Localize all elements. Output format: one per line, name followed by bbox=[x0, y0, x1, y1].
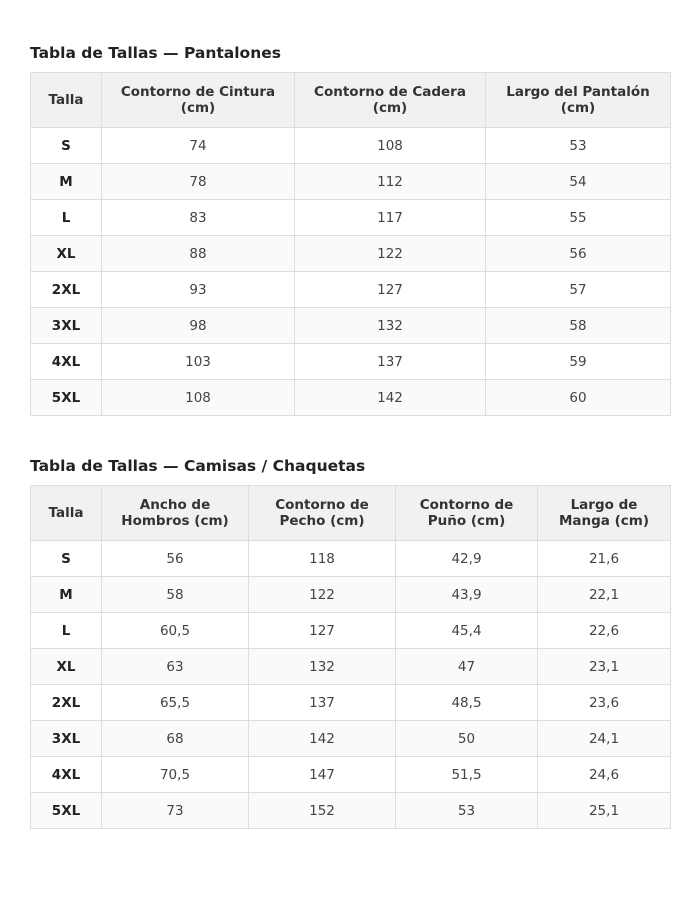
shoulder-value: 63 bbox=[102, 649, 249, 685]
shirts-header-row bbox=[31, 486, 671, 541]
length-value: 54 bbox=[486, 164, 671, 200]
size-label: M bbox=[31, 577, 102, 613]
sleeve-value: 24,1 bbox=[538, 721, 671, 757]
chest-value: 132 bbox=[249, 649, 396, 685]
chest-value: 127 bbox=[249, 613, 396, 649]
column-header: Contorno de Pecho (cm) bbox=[249, 486, 396, 541]
waist-value: 74 bbox=[102, 128, 295, 164]
chest-value: 152 bbox=[249, 793, 396, 829]
column-header: Ancho de Hombros (cm) bbox=[102, 486, 249, 541]
table-row bbox=[31, 308, 671, 344]
length-value: 55 bbox=[486, 200, 671, 236]
table-row bbox=[31, 380, 671, 416]
table-row bbox=[31, 757, 671, 793]
table-row bbox=[31, 200, 671, 236]
shirts-table-title: Tabla de Tallas — Camisas / Chaquetas bbox=[30, 457, 366, 475]
pants-size-table bbox=[30, 72, 671, 416]
sleeve-value: 22,1 bbox=[538, 577, 671, 613]
size-label: XL bbox=[31, 236, 102, 272]
hip-value: 142 bbox=[295, 380, 486, 416]
waist-value: 98 bbox=[102, 308, 295, 344]
waist-value: 93 bbox=[102, 272, 295, 308]
size-label: S bbox=[31, 541, 102, 577]
length-value: 56 bbox=[486, 236, 671, 272]
size-label: 3XL bbox=[31, 308, 102, 344]
waist-value: 78 bbox=[102, 164, 295, 200]
cuff-value: 51,5 bbox=[396, 757, 538, 793]
sleeve-value: 23,6 bbox=[538, 685, 671, 721]
shoulder-value: 58 bbox=[102, 577, 249, 613]
hip-value: 117 bbox=[295, 200, 486, 236]
shirts-size-table bbox=[30, 485, 671, 829]
hip-value: 112 bbox=[295, 164, 486, 200]
hip-value: 122 bbox=[295, 236, 486, 272]
table-row bbox=[31, 613, 671, 649]
hip-value: 127 bbox=[295, 272, 486, 308]
cuff-value: 48,5 bbox=[396, 685, 538, 721]
column-header: Largo de Manga (cm) bbox=[538, 486, 671, 541]
length-value: 57 bbox=[486, 272, 671, 308]
size-label: XL bbox=[31, 649, 102, 685]
column-header: Largo del Pantalón (cm) bbox=[486, 73, 671, 128]
waist-value: 88 bbox=[102, 236, 295, 272]
column-header: Talla bbox=[31, 73, 102, 128]
hip-value: 132 bbox=[295, 308, 486, 344]
sleeve-value: 22,6 bbox=[538, 613, 671, 649]
chest-value: 147 bbox=[249, 757, 396, 793]
size-label: 2XL bbox=[31, 272, 102, 308]
cuff-value: 43,9 bbox=[396, 577, 538, 613]
sleeve-value: 23,1 bbox=[538, 649, 671, 685]
shirts-size-section bbox=[30, 457, 670, 829]
shoulder-value: 68 bbox=[102, 721, 249, 757]
length-value: 58 bbox=[486, 308, 671, 344]
size-label: L bbox=[31, 200, 102, 236]
column-header: Talla bbox=[31, 486, 102, 541]
size-label: L bbox=[31, 613, 102, 649]
table-row bbox=[31, 236, 671, 272]
shoulder-value: 70,5 bbox=[102, 757, 249, 793]
shoulder-value: 73 bbox=[102, 793, 249, 829]
table-row bbox=[31, 793, 671, 829]
size-label: S bbox=[31, 128, 102, 164]
chest-value: 122 bbox=[249, 577, 396, 613]
shoulder-value: 60,5 bbox=[102, 613, 249, 649]
table-row bbox=[31, 541, 671, 577]
column-header: Contorno de Cadera (cm) bbox=[295, 73, 486, 128]
sleeve-value: 24,6 bbox=[538, 757, 671, 793]
table-row bbox=[31, 344, 671, 380]
size-label: 5XL bbox=[31, 793, 102, 829]
pants-table-title: Tabla de Tallas — Pantalones bbox=[30, 44, 281, 62]
pants-header-row bbox=[31, 73, 671, 128]
cuff-value: 45,4 bbox=[396, 613, 538, 649]
length-value: 59 bbox=[486, 344, 671, 380]
column-header: Contorno de Cintura (cm) bbox=[102, 73, 295, 128]
waist-value: 83 bbox=[102, 200, 295, 236]
hip-value: 137 bbox=[295, 344, 486, 380]
chest-value: 142 bbox=[249, 721, 396, 757]
size-label: 4XL bbox=[31, 344, 102, 380]
hip-value: 108 bbox=[295, 128, 486, 164]
length-value: 53 bbox=[486, 128, 671, 164]
cuff-value: 53 bbox=[396, 793, 538, 829]
cuff-value: 42,9 bbox=[396, 541, 538, 577]
sleeve-value: 25,1 bbox=[538, 793, 671, 829]
size-label: 3XL bbox=[31, 721, 102, 757]
cuff-value: 50 bbox=[396, 721, 538, 757]
size-label: M bbox=[31, 164, 102, 200]
sleeve-value: 21,6 bbox=[538, 541, 671, 577]
chest-value: 118 bbox=[249, 541, 396, 577]
size-label: 5XL bbox=[31, 380, 102, 416]
table-row bbox=[31, 272, 671, 308]
chest-value: 137 bbox=[249, 685, 396, 721]
table-row bbox=[31, 649, 671, 685]
table-row bbox=[31, 721, 671, 757]
table-row bbox=[31, 164, 671, 200]
table-row bbox=[31, 577, 671, 613]
cuff-value: 47 bbox=[396, 649, 538, 685]
size-label: 2XL bbox=[31, 685, 102, 721]
length-value: 60 bbox=[486, 380, 671, 416]
waist-value: 108 bbox=[102, 380, 295, 416]
shoulder-value: 65,5 bbox=[102, 685, 249, 721]
table-row bbox=[31, 128, 671, 164]
shoulder-value: 56 bbox=[102, 541, 249, 577]
pants-size-section bbox=[30, 44, 670, 416]
size-label: 4XL bbox=[31, 757, 102, 793]
column-header: Contorno de Puño (cm) bbox=[396, 486, 538, 541]
table-row bbox=[31, 685, 671, 721]
waist-value: 103 bbox=[102, 344, 295, 380]
